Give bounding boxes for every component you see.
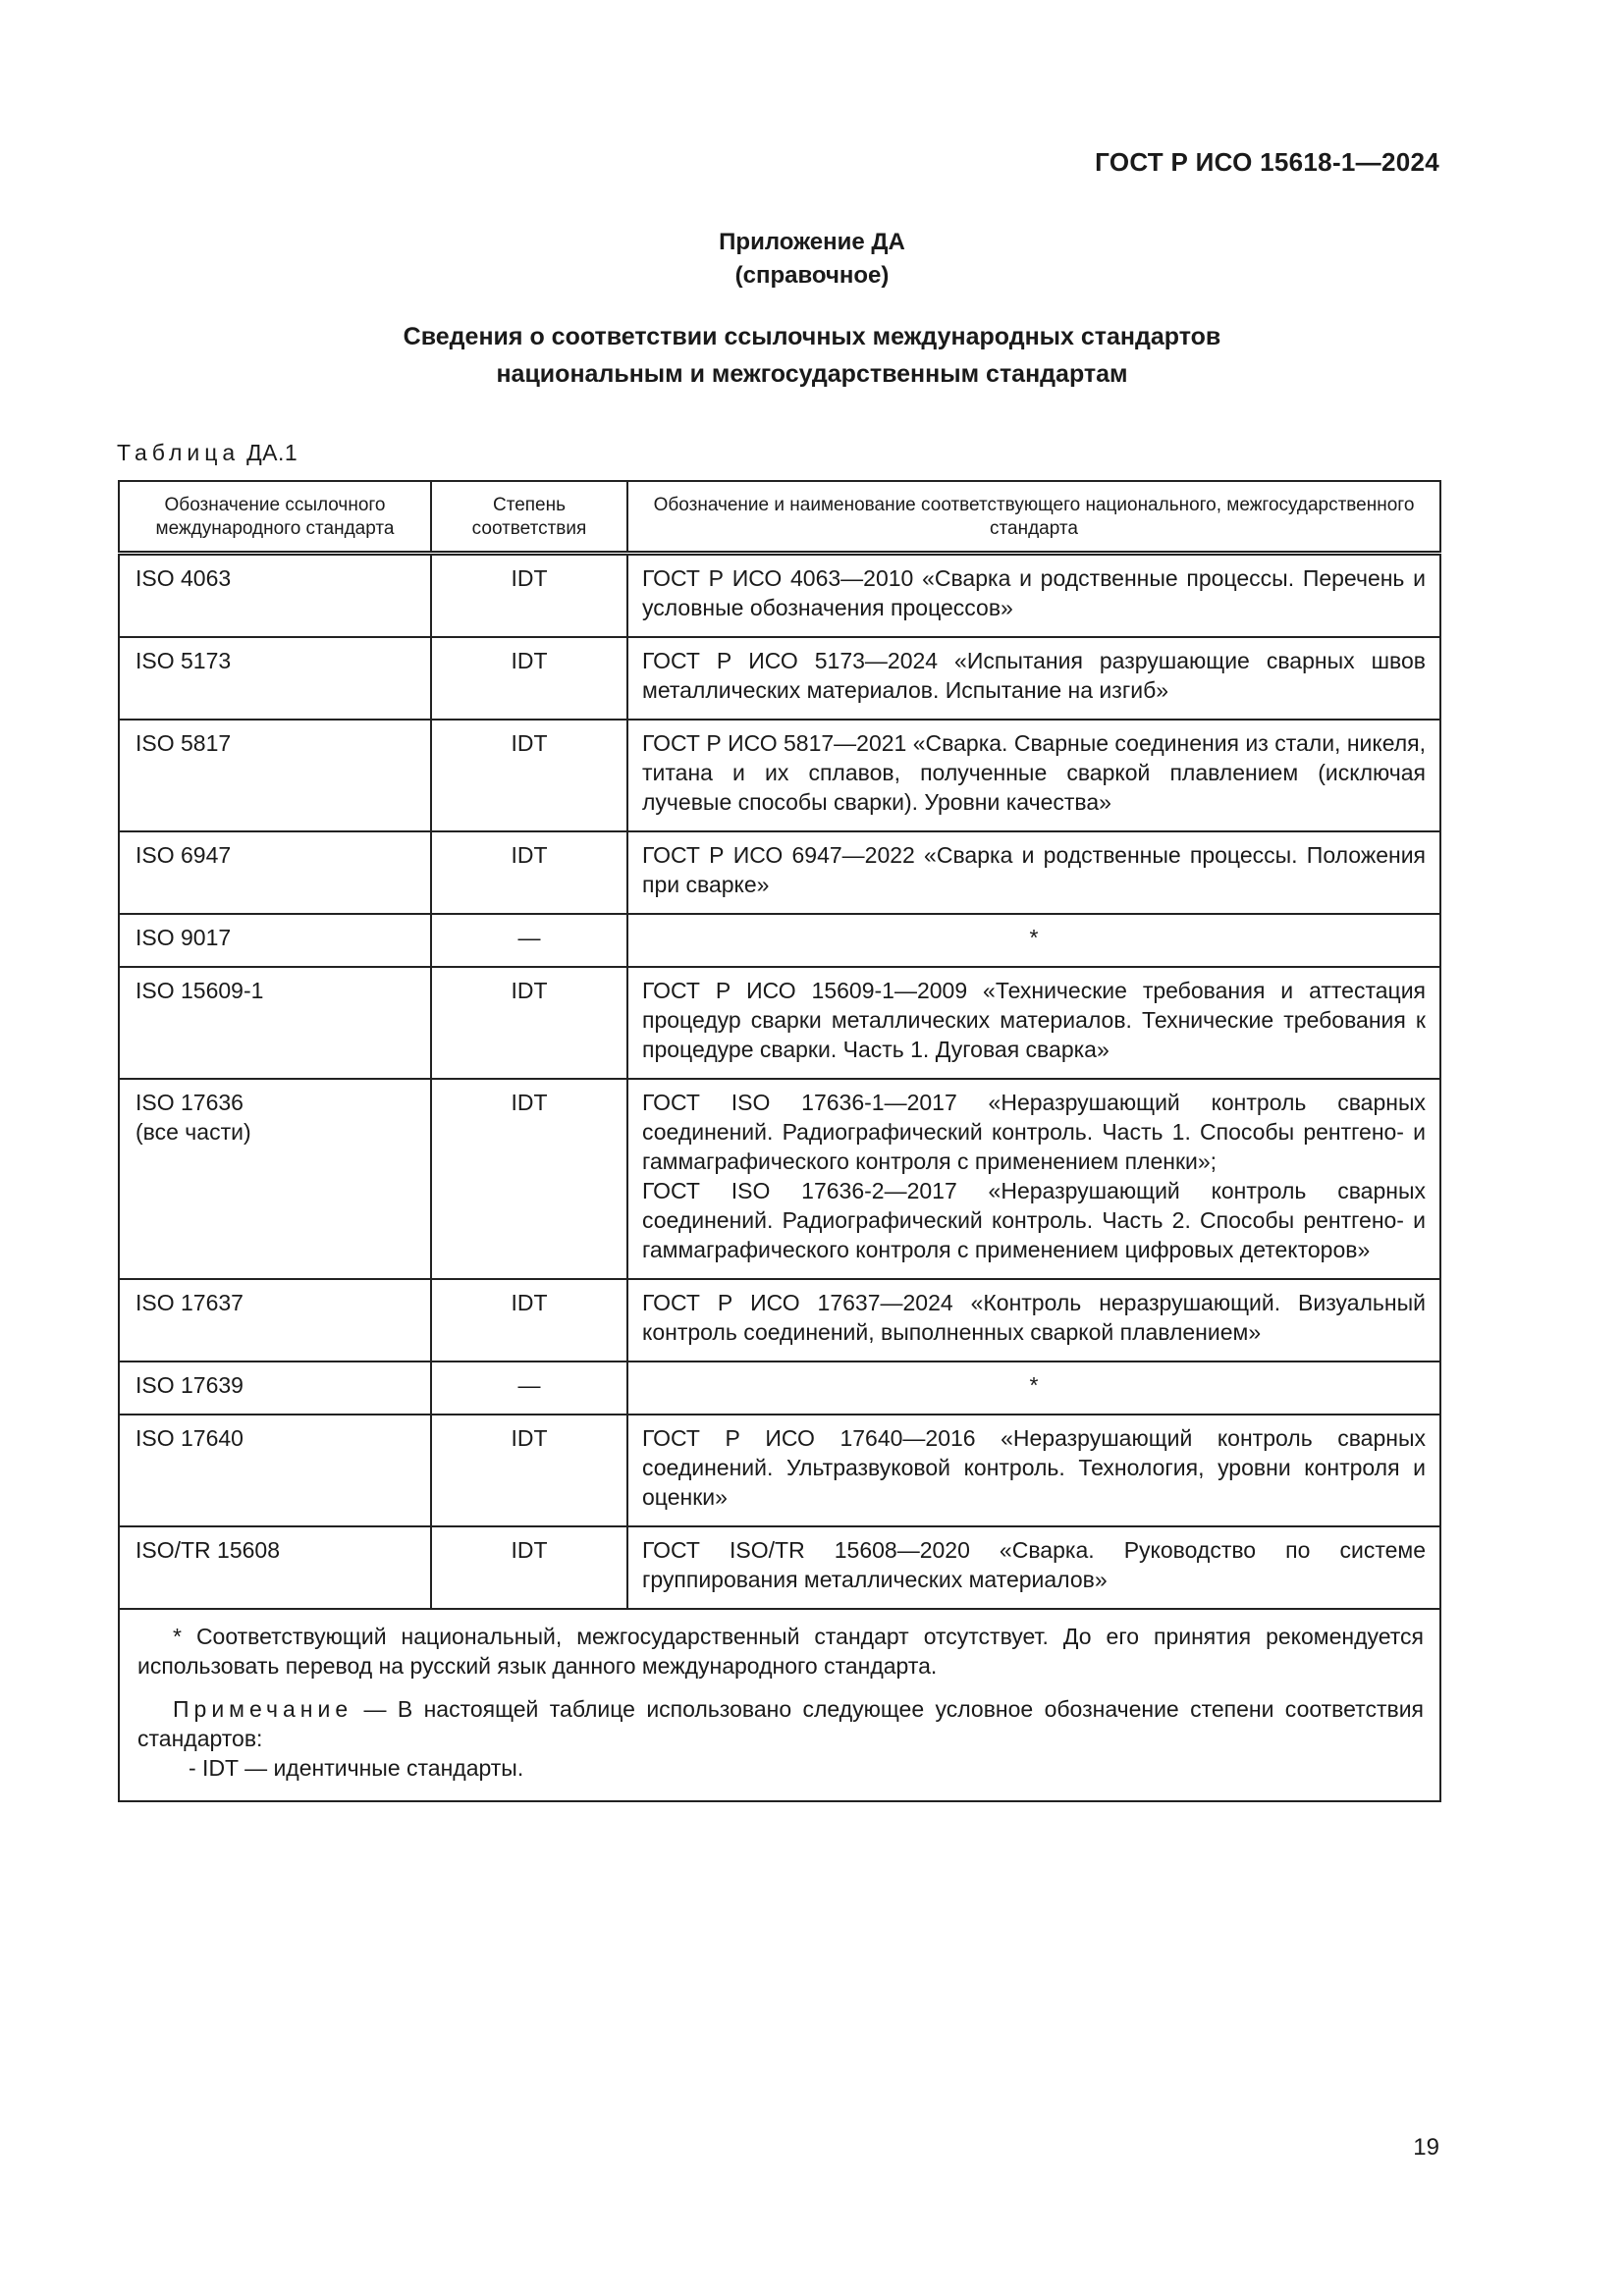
section-title-line1: Сведения о соответствии ссылочных международных стандартов <box>403 323 1221 350</box>
cell-degree: IDT <box>431 1279 627 1362</box>
table-notes-cell <box>119 1609 1440 1801</box>
national-standard-text: ГОСТ Р ИСО 17637—2024 «Контроль неразрушающий. Визуальный контроль соединений, выполненных сваркой плавлением» <box>642 1290 1426 1345</box>
cell-national-standard <box>627 914 1440 967</box>
cell-international-standard <box>119 1526 431 1609</box>
table-header-row <box>119 481 1440 554</box>
table-notes-row <box>119 1609 1440 1801</box>
table-row <box>119 967 1440 1079</box>
cell-national-standard <box>627 1279 1440 1362</box>
national-standard-text: ГОСТ Р ИСО 5173—2024 «Испытания разрушающие сварных швов металлических материалов. Испытание на изгиб» <box>642 648 1426 703</box>
national-standard-text: ГОСТ Р ИСО 17640—2016 «Неразрушающий контроль сварных соединений. Ультразвуковой контроль. Технология, уровни контроля и оценки» <box>642 1425 1426 1510</box>
international-standard-code: ISO 4063 <box>135 565 232 591</box>
table-caption-number: ДА.1 <box>246 440 298 465</box>
table-caption <box>117 440 298 466</box>
section-heading <box>0 318 1624 393</box>
annex-title: Приложение ДА <box>719 229 905 255</box>
national-standard-text: ГОСТ Р ИСО 4063—2010 «Сварка и родственные процессы. Перечень и условные обозначения процессов» <box>642 565 1426 620</box>
table-row <box>119 831 1440 914</box>
cell-national-standard <box>627 1415 1440 1526</box>
table-row <box>119 1079 1440 1279</box>
cell-national-standard <box>627 1079 1440 1279</box>
header-national-standard: Обозначение и наименование соответствующего национального, межгосударственного стандарта <box>627 481 1440 554</box>
cell-degree: IDT <box>431 831 627 914</box>
cell-degree: IDT <box>431 720 627 831</box>
table-caption-word: Таблица <box>117 440 241 465</box>
cell-international-standard <box>119 831 431 914</box>
page-number: 19 <box>1413 2134 1439 2161</box>
cell-national-standard <box>627 720 1440 831</box>
cell-national-standard <box>627 637 1440 720</box>
table-row <box>119 1526 1440 1609</box>
national-standard-text-2: ГОСТ ISO 17636-2—2017 «Неразрушающий контроль сварных соединений. Радиографический контроль. Часть 2. Способы рентгено- и гаммаграфического контроля с применением цифровых детекторов» <box>642 1178 1426 1262</box>
document-code: ГОСТ Р ИСО 15618-1—2024 <box>1095 147 1439 177</box>
note-label: Примечание <box>173 1696 353 1722</box>
cell-degree: IDT <box>431 554 627 638</box>
international-standard-code: ISO 17640 <box>135 1425 244 1451</box>
cell-national-standard <box>627 554 1440 638</box>
cell-international-standard <box>119 1079 431 1279</box>
cell-degree: IDT <box>431 967 627 1079</box>
table-row <box>119 1279 1440 1362</box>
international-standard-code: ISO 17637 <box>135 1290 244 1315</box>
cell-national-standard <box>627 1526 1440 1609</box>
note-item: - IDT — идентичные стандарты. <box>189 1755 524 1781</box>
cell-national-standard <box>627 831 1440 914</box>
table-row <box>119 1415 1440 1526</box>
annex-subtitle: (справочное) <box>734 262 890 289</box>
international-standard-code: ISO/TR 15608 <box>135 1537 281 1563</box>
cell-degree: — <box>431 914 627 967</box>
header-degree: Степень соответствия <box>431 481 627 554</box>
cell-degree: — <box>431 1362 627 1415</box>
international-standard-code: ISO 15609-1 <box>135 978 264 1003</box>
cell-international-standard <box>119 1415 431 1526</box>
international-standard-code: ISO 5817 <box>135 730 232 756</box>
national-standard-text: * <box>1029 925 1039 950</box>
international-standard-code: ISO 5173 <box>135 648 232 673</box>
cell-international-standard <box>119 914 431 967</box>
table-row <box>119 914 1440 967</box>
cell-international-standard <box>119 967 431 1079</box>
cell-international-standard <box>119 1362 431 1415</box>
national-standard-text: * <box>1029 1372 1039 1398</box>
cell-international-standard <box>119 637 431 720</box>
international-standard-code: ISO 6947 <box>135 842 232 868</box>
section-title-line2: национальным и межгосударственным стандартам <box>496 360 1128 388</box>
cell-degree: IDT <box>431 637 627 720</box>
correspondence-table <box>118 480 1441 1802</box>
national-standard-text: ГОСТ Р ИСО 6947—2022 «Сварка и родственные процессы. Положения при сварке» <box>642 842 1426 897</box>
cell-degree: IDT <box>431 1526 627 1609</box>
table-row <box>119 554 1440 638</box>
national-standard-text: ГОСТ ISO 17636-1—2017 «Неразрушающий контроль сварных соединений. Радиографический контроль. Часть 1. Способы рентгено- и гаммаграфического контроля с применением пленки»; <box>642 1090 1426 1174</box>
header-international-standard: Обозначение ссылочного международного стандарта <box>119 481 431 554</box>
table-row <box>119 637 1440 720</box>
table-row <box>119 1362 1440 1415</box>
cell-degree: IDT <box>431 1415 627 1526</box>
national-standard-text: ГОСТ ISO/TR 15608—2020 «Сварка. Руководство по системе группирования металлических материалов» <box>642 1537 1426 1592</box>
cell-international-standard <box>119 554 431 638</box>
table-note <box>137 1694 1424 1753</box>
international-standard-code: ISO 17639 <box>135 1372 244 1398</box>
cell-international-standard <box>119 720 431 831</box>
note-text: — В настоящей таблице использовано следующее условное обозначение степени соответствия стандартов: <box>137 1696 1424 1751</box>
national-standard-text: ГОСТ Р ИСО 15609-1—2009 «Технические требования и аттестация процедур сварки металлических материалов. Технические требования к процедуре сварки. Часть 1. Дуговая сварка» <box>642 978 1426 1062</box>
cell-national-standard <box>627 1362 1440 1415</box>
cell-international-standard <box>119 1279 431 1362</box>
cell-national-standard <box>627 967 1440 1079</box>
table-row <box>119 720 1440 831</box>
annex-heading <box>0 226 1624 293</box>
national-standard-text: ГОСТ Р ИСО 5817—2021 «Сварка. Сварные соединения из стали, никеля, титана и их сплавов, полученные сваркой плавлением (исключая лучевые способы сварки). Уровни качества» <box>642 730 1426 815</box>
international-standard-note: (все части) <box>135 1119 251 1145</box>
cell-degree: IDT <box>431 1079 627 1279</box>
international-standard-code: ISO 17636 <box>135 1090 244 1115</box>
international-standard-code: ISO 9017 <box>135 925 232 950</box>
table-footnote: * Соответствующий национальный, межгосударственный стандарт отсутствует. До его принятия рекомендуется использовать перевод на русский язык данного международного стандарта. <box>137 1624 1424 1679</box>
